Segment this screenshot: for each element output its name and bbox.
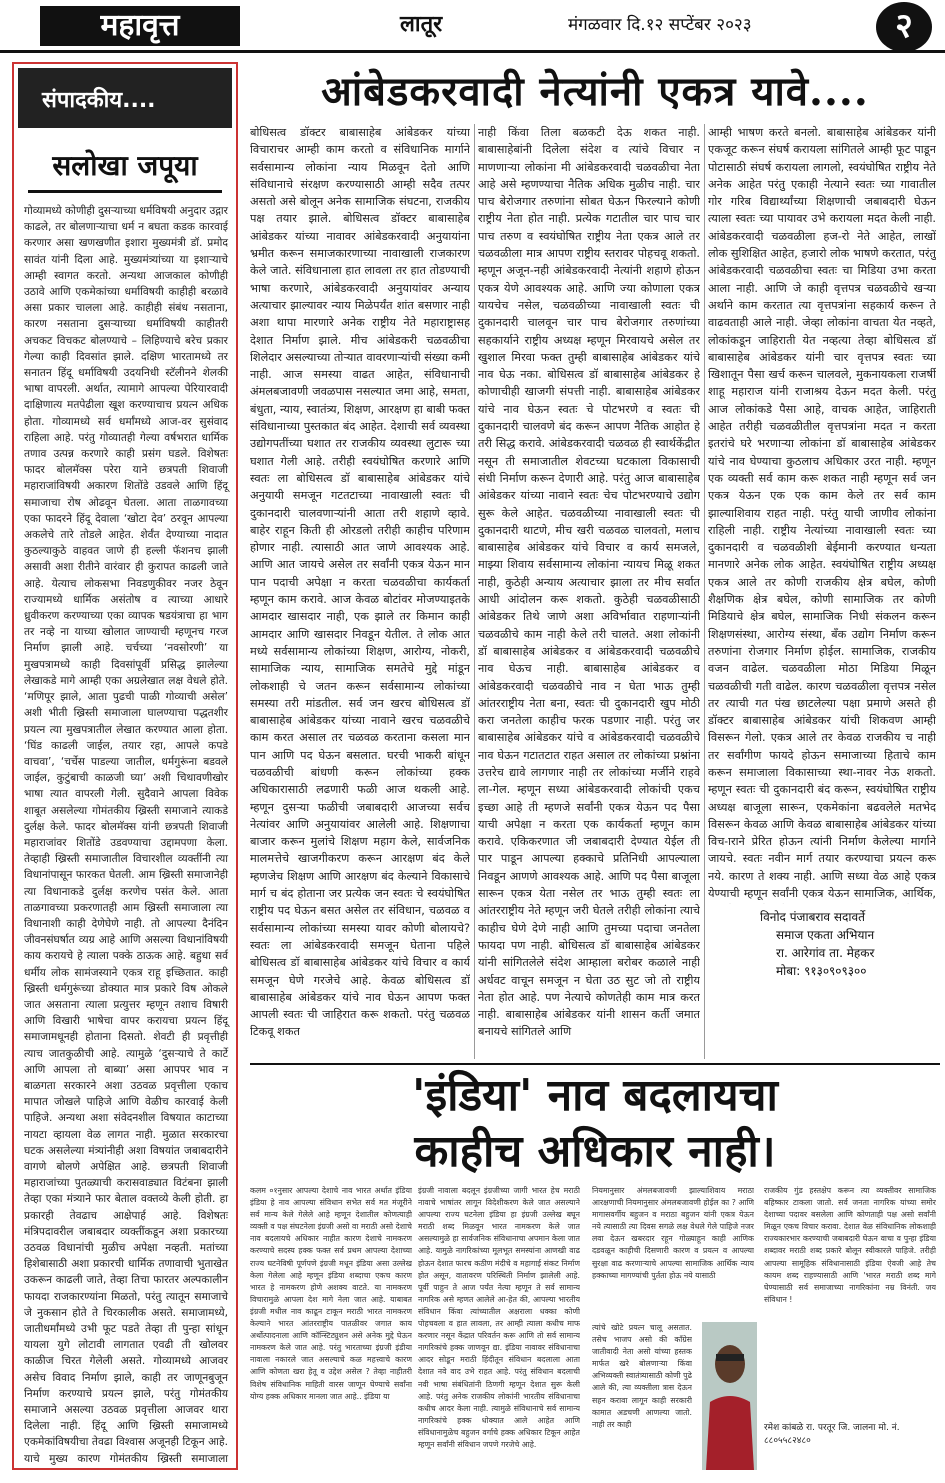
article-column-3: आम्ही भाषण करते बनलो. बाबासाहेब आंबेडकर यांनी एकजूट करून संघर्ष करायला सांगितले आम्ही फूट पाडून पोटासाठी संघर्ष करायला लागलो, स्वयंघोषित राष्ट्रीय नेते अनेक आहेत परंतु एकाही नेत्याने स्वतः च्या गावातील गोर गरिब विद्यार्थ्यांच्या शिक्षणाची जबाबदारी घेऊन त्याला स्वतः च्या पायावर उभे करायला मदत केली नाही. आंबेडकरवादी चळवळीला हज-रो नेते आहेत, लाखों लोक सुशिक्षित आहेत, हजारो लोक भाषणे करतात, परंतु आंबेडकरवादी चळवळीचा स्वतः चा मिडिया उभा करता आला नाही. आणि जे काही वृत्तपत्र चळवळीचे खऱ्या अर्थाने काम करतात त्या वृत्तपत्रांना सहकार्य करून ते वाढवताही आले नाही. जेव्हा लोकांना वाचता येत नव्हते, लोकांकडून जाहिराती येत नव्हत्या तेव्हा बोधिसत्व डॉ बाबासाहेब आंबेडकर यांनी चार वृत्तपत्र स्वतः च्या खिशातून पैसा खर्च करून चालवले, मुकनायकला राजर्षी शाहू महाराज यांनी राजाश्रय देऊन मदत केली. परंतु आज लोकांकडे पैसा आहे, वाचक आहेत, जाहिराती आहेत तरीही चळवळीतील वृत्तपत्रांना मदत न करता इतरांचे घरे भरणाऱ्या लोकांना डॉ बाबासाहेब आंबेडकर यांचे नाव घेण्याचा कुठलाच अधिकार उरत नाही. म्हणून एक व्यक्ती सर्व काम करू शकत नाही म्हणून सर्व जन एकत्र येऊन एक एक काम केले तर सर्व काम झाल्याशिवाय राहत नाही. परंतु याची जाणीव लोकांना राहिली नाही. राष्ट्रीय नेत्यांच्या नावाखाली स्वतः च्या दुकानदारी व चळवळीशी बेईमानी करण्यात धन्यता मानणारे अनेक लोक आहेत. स्वयंघोषित राष्ट्रीय अध्यक्ष एकत्र आले तर कोणी राजकीय क्षेत्र बघेल, कोणी शैक्षणिक क्षेत्र बघेल, कोणी सामाजिक तर कोणी मिडियाचे क्षेत्र बघेल, सामाजिक निधी संकलन करून शिक्षणसंस्था, आरोग्य संस्था, बँक उद्योग निर्माण करून तरुणांना रोजगार निर्माण होईल. सामाजिक, राजकीय वजन वाढेल. चळवळीला मोठा मिडिया मिळून चळवळीची गती वाढेल. कारण चळवळीला वृत्तपत्र नसेल तर त्याची गत पंख छाटलेल्या पक्षा प्रमाणे असते ही डॉक्टर बाबासाहेब आंबेडकर यांची शिकवण आम्ही विसरून गेलो. एकत्र आले तर केवळ राजकीय च नाही तर सर्वांगीण फायदे होऊन समाजाच्या हिताचे काम करून समाजाला विकासाच्या स्था-नावर नेऊ शकतो. म्हणून स्वतः ची दुकानदारी बंद करून, स्वयंघोषित राष्ट्रीय अध्यक्ष बाजूला सारून, एकमेकांना बढवलेले मतभेद विसरून केवळ आणि केवळ बाबासाहेब आंबेडकर यांच्या विच-ाराने प्रेरित होऊन त्यांनी निर्माण केलेल्या मार्गाने जायचे. स्वतः नवीन मार्ग तयार करण्याचा प्रयत्न करू नये. कारण ते शक्य नाही. आणि सध्या वेळ आहे एकत्र येण्याची म्हणून सर्वांनी एकत्र येऊन सामाजिक, आर्थिक,	[708, 126, 936, 901]
second-article-column-2: इंग्रजी नावाला बदलून इंग्रजीच्या जागी भारत हेच मराठी नावाचे भाषांतर लागून विदेशीकरण केले जात असल्याने आपल्या राज्य घटनेला इंडिया हा इंग्रजी उल्लेख बघून मराठी शब्द मिळवून भारत नामकरण केले जात असल्यामुळे हा सार्वजनिक संविधानाचा अपमान केला जात आहे. यामुळे नागरिकांच्या मूलभूत समस्यांना आणखी वाढ होऊन देशात फारच कठीण मंदीचे व महागाई संकट निर्माण होत असून, वातावरण परिस्थिती निर्माण झालेली आहे. पूर्वी पाहुन ते आज पर्यंत नेत्या म्हणून ते सर्व सामान्य नागरिक असे म्हणत आलेले आ-हेत की, आपल्या भारतीय संविधान किंवा त्यांच्यातील अक्षराला धक्का कोणी पोहचवला व हात लावला, तर आम्ही त्याला कधीच माफ करणार नसून केंद्रात परिवर्तन करू आणि तो सर्व सामान्य नागरिकांचे हक्क जाणवून द्या. इंडिया नावावर संविधानाचा आदर सोडून मराठी हिंदीतून संविधान बदलाला आता देशात नवे वाद उभे राहत आहे. परंतु संविधान बदलाची नवी भाषा संबंधितांनी ठिणगी म्हणून देशात सुरू केली आहे. परंतु अनेक राजकीय लोकांनी भारतीय संविधानाचा कधीच आदर केला नाही. त्यामुळे संविधानाचे सर्व सामान्य नागरिकांचे हक्क धोक्यात आले आहेत आणि संविधानामुळेच बहुजन वर्गाचे हक्क अधिकार टिकून आहेत म्हणून सर्वांनी संविधान जपणे गरजेचे आहे.	[418, 1186, 580, 1449]
masthead-divider	[0, 50, 945, 53]
issue-date: मंगळवार दि.१२ सप्टेंबर २०२३	[568, 15, 752, 35]
editorial-column	[12, 62, 238, 1470]
headline-line-1: 'इंडिया' नाव बदलायचा	[412, 1070, 778, 1121]
page-number-badge: २	[876, 2, 932, 52]
newspaper-logo: महावृत्त	[40, 6, 240, 46]
editorial-section-label: संपादकीय....	[18, 68, 232, 128]
second-article-author: रमेश कांबळे रा. परतूर जि. जालना मो. नं. ८८०५५८२४८०	[764, 1423, 900, 1446]
author-photo	[702, 1322, 757, 1470]
author-name: विनोद पंजाबराव सदावर्ते	[760, 910, 866, 924]
column-divider	[474, 124, 475, 1059]
edition-city: लातूर	[400, 12, 443, 37]
editorial-title: सलोखा जपूया	[52, 149, 198, 182]
second-article-column-1: कलम ०१नुसार आपल्या देशाचे नाव भारत अर्थात इंडिया इंडिया हे नाव आपल्या संविधान सभेत सर्व मत मंजूरीने सर्व मान्य केले गेलेले आहे म्हणून देशातील कोणत्याही व्यक्ती व पक्ष संघटनेला इंग्रजी असो वा मराठी असो देशाचे नाव बदलायचे अधिकार नाहीत कारण देशाचे नामकरण करण्याचे सदस्य हक्क फक्त सर्व प्रथम आपल्या देशाच्या राज्य घटनेविषी पूर्णपणे इंग्रजी मधून इंडिया असा उल्लेख केला गेलेला आहे म्हणून इंडिया शब्दाचा एकच कारण भारत हे नामकरण होणे अशक्य वाटते. या नामकरण विचारामुळे आपला देश मागे नेला जात आहे. याबाबत इंग्रजी मधील नाव काढून टाकून मराठी भारत नामकरण केल्याने भारत आंतरराष्ट्रीय पातळीवर जगात काय अर्थोत्पादनाला आणि कॉन्स्टिट्युशन असे अनेक मुद्दे घेऊन नामकरण केले जात आहे. परंतु भारताच्या इंग्रजी इंडीया नावाला नकारले जात असल्याचे कळ महत्त्वाचे कारण आणि कोणता खरा हेतू व उद्देश असेल ? तेव्हा नाहीतरी विशेष संविधानिक माहिती वारस जाणून घेण्याचे सर्वांना योग्य हक्क अधिकार मानला जात आहे.. इंडिया या	[250, 1186, 412, 1401]
second-article-column-3: नियमानुसार अंमलबजावणी झाल्याशिवाय मराठा आरक्षणाची नियमानुसार अंमलबजावणी होईल का ? आणि मागासवर्गीय बहुजन व मराठा बहुजन यांनी एकत्र येऊन नये त्यासाठी त्या दिवस सगळे लक्ष वेधले गेले पाहिजे नजर लवा देऊन खबरदार रहून गोळ्याहून काही आणिक दडवळून काहीची दिसणारी कारण व प्रयत्न व आपल्या सुरक्षा वाढ करणाऱ्याचे आपल्या सामाजिक आर्थिक न्याय हक्काच्या मागण्यांची पुर्तता होऊ नये यासाठी	[592, 1186, 754, 1280]
second-article-headline	[250, 1068, 940, 1180]
article-headline: आंबेडकरवादी नेत्यांनी एकत्र यावे....	[321, 68, 869, 115]
author-phone: मोबा: ९१३०९०९३००	[776, 964, 867, 978]
author-organization: समाज एकता अभियान	[776, 928, 875, 942]
editorial-body: गोव्यामध्ये कोणीही दुसऱ्याच्या धर्मविषयी अनुदार उद्गार काढले, तर बोलणाऱ्याचा धर्म न बघता कडक कारवाई करणार असा खणखणीत इशारा मुख्यमंत्री डॉ. प्रमोद सावंत यांनी दिला आहे. मुख्यमंत्र्यांच्या या इशाऱ्याचे आम्ही स्वागत करतो. अन्यथा आजकाल कोणीही उठावे आणि एकमेकांच्या धर्माविषयी काहीही बरळावे असा प्रकार चालला आहे. काहीही संबंध नसताना, कारण नसताना दुसऱ्याच्या धर्माविषयी काहीतरी अचकट विचकट बोलण्याचे – लिहिण्याचे बरेच प्रकार गेल्या काही दिवसांत झाले. दक्षिण भारतामध्ये तर सनातन हिंदू धर्माविषयी उदयनिधी स्टॅलीनने शेलकी भाषा वापरली. अर्थात, त्यामागे आपल्या पेरियारवादी दाक्षिणात्य मतपेढीला खूश करण्याचाच प्रयत्न अधिक होता. गोव्यामध्ये सर्व धर्मांमध्ये आज-वर सुसंवाद राहिला आहे. परंतु गोव्यातही गेल्या वर्षभरात धार्मिक तणाव उत्पन्न करणारे काही प्रसंग घडले. विशेषतः फादर बोलमॅक्स परेरा याने छत्रपती शिवाजी महाराजांविषयी अकारण शितोंडे उडवले आणि हिंदू समाजाचा रोष ओढवून घेतला. आता ताळगावच्या एका फादरने हिंदू देवाला ‘खोटा देव’ ठरवून आपल्या अकलेचे तारे तोडले आहेत. शेर्वंत देण्याच्या नादात कुठल्याकुठे वाहवत जाणे ही हल्ली फॅशनच झाली असावी अशा रीतीने वारंवार ही कुरापत काढली जाते आहे. येत्याच लोकसभा निवडणुकीवर नजर ठेवून राज्यामध्ये धार्मिक असंतोष व त्याच्या आधारे ध्रुवीकरण करण्याच्या एका व्यापक षडयंत्राचा हा भाग तर नव्हे ना याच्या खोलात जाण्याची म्हणूनच गरज निर्माण झाली आहे. चर्चच्या ‘नवसोरणी’ या मुखपत्रामध्ये काही दिवसांपूर्वी प्रसिद्ध झालेल्या लेखाकडे मागे आम्ही एका अग्रलेखात लक्ष वेधले होते. ‘मणिपूर झाले, आता पुढची पाळी गोव्याची असेल’ अशी भीती ख्रिस्ती समाजाला घालण्याचा पद्धतशीर प्रयत्न त्या मुखपत्रातील लेखात करण्यात आला होता. ‘घिंड काढली जाईल, तयार रहा, आपले कपडे वाचवा’, ‘चर्चेस पाडल्या जातील, धर्मगुरूंना बडवले जाईल, कुटुंबाची काळजी घ्या’ अशी चिथावणीखोर भाषा त्यात वापरली गेली. सुदैवाने आपला विवेक शाबूत असलेल्या गोमंतकीय ख्रिस्ती समाजाने त्याकडे दुर्लक्ष केले. फादर बोलमॅक्स यांनी छत्रपती शिवाजी महाराजांवर शितोंडे उडवण्याचा उद्दामपणा केला. तेव्हाही ख्रिस्ती समाजातील विचारशील व्यक्तींनी त्या विधानांपासून फारकत घेतली. आम ख्रिस्ती समाजानेही त्या विधानाकडे दुर्लक्ष करणेच पसंत केले. आता ताळगावच्या प्रकरणातही आम ख्रिस्ती समाजाला त्या विधानाशी काही देणेघेणे नाही. तो आपल्या दैनंदिन जीवनसंघर्षात व्यग्र आहे आणि असल्या विधानांविषयी काय करायचे हे त्याला पक्के ठाऊक आहे. बहुधा सर्व धर्मीय लोक सामंजस्याने एकत्र राहू इच्छितात. काही ख्रिस्ती धर्मगुरूंच्या डोक्यात मात्र प्रकारे विष ओकले जात असताना त्याला प्रत्युत्तर म्हणून तशाच विषारी आणि विखारी भाषेचा वापर करायचा प्रयत्न हिंदू समाजामधूनही होताना दिसतो. शेवटी ही प्रवृत्तीही त्याच जातकुळीची आहे. त्यामुळे ‘दुसऱ्याचे ते कार्टे आणि आपला तो बाब्या’ असा आपपर भाव न बाळगता सरकारने अशा उठवळ प्रवृत्तीला एकाच मापात जोखले पाहिजे आणि वेळीच कारवाई केली पाहिजे. अन्यथा अशा संवेदनशील विषयात काटाच्या नायटा व्हायला वेळ लागत नाही. मुळात सरकारचा घटक असलेल्या मंत्र्यांनीही अशा विषयांत जबाबदारीने वागणे बोलणे अपेक्षित आहे. छत्रपती शिवाजी महाराजांच्या पुतळ्याची करासवाड्यात विटंबना झाली तेव्हा एका मंत्र्याने फार बेताल वक्तव्ये केली होती. हा प्रकारही तेवढाच आक्षेपार्ह आहे. विशेषतः मंत्रिपदावरील जबाबदार व्यक्तींकडून अशा प्रकारच्या उठवळ विधानांची मुळीच अपेक्षा नव्हती. मतांच्या हिशेबासाठी अशा प्रकारची धार्मिक तणावाची भुताखेत उकरून काढली जाते, तेव्हा तिचा फारतर अल्पकालीन फायदा राजकारण्यांना मिळतो, परंतु त्यातून समाजाचे जे नुकसान होते ते चिरकालीक असते. समाजामध्ये, जातीधर्मांमध्ये उभी फूट पडते तेव्हा ती पुन्हा सांधून यायला युगे लोटावी लागतात एवढी ती खोलवर काळीज चिरत गेलेली असते. गोव्यामध्ये आजवर असेच विवाद निर्माण झाले, काही तर जाणूनबुजून निर्माण करण्याचे प्रयत्न झाले, परंतु गोमंतकीय समाजाने असल्या उठवळ प्रवृत्तीला आजवर थारा दिलेला नाही. हिंदू आणि ख्रिस्ती समाजामध्ये एकमेकांविषयीचा तेवढा विश्वास अजूनही टिकून आहे. याचे मुख्य कारण गोमंतकीय ख्रिस्ती समाजाला	[24, 205, 228, 1465]
article-column-2: नाही किंवा तिला बळकटी देऊ शकत नाही. बाबासाहेबांनी दिलेला संदेश व त्यांचे विचार न माणणाऱ्या लोकांना मी आंबेडकरवादी चळवळीचा नेता आहे असे म्हणण्याचा नैतिक अधिक मुळीच नाही. चार पाच बेरोजगार तरुणांना सोबत घेऊन फिरल्याने कोणी राष्ट्रीय नेता होत नाही. प्रत्येक गटातील चार पाच चार पाच तरुण व स्वयंघोषित राष्ट्रीय नेता एकत्र आले तर चळवळीला मात्र आपण राष्ट्रीय स्तरावर पोहचवू शकतो. म्हणून अजून-नही आंबेडकरवादी नेत्यांनी शहाणे होऊन एकत्र येणे आवश्यक आहे. आणि ज्या कोणाला एकत्र यायचेच नसेल, चळवळीच्या नावाखाली स्वतः ची दुकानदारी चालवून चार पाच बेरोजगार तरुणांच्या सहकार्याने राष्ट्रीय अध्यक्ष म्हणून मिरवायचे असेल तर खुशाल मिरवा फक्त तुम्ही बाबासाहेब आंबेडकर यांचे नाव घेऊ नका. बोधिसत्व डॉ बाबासाहेब आंबेडकर हे कोणाचीही खाजगी संपत्ती नाही. बाबासाहेब आंबेडकर यांचे नाव घेऊन स्वतः चे पोटभरणे व स्वतः ची दुकानदारी चालवणे बंद करून आपण नैतिक आहोत हे तरी सिद्ध करावे. आंबेडकरवादी चळवळ ही स्वार्थकेंद्रीत नसून ती समाजातील शेवटच्या घटकाला विकासाची संधी निर्माण करून देणारी आहे. परंतु आज बाबासाहेब आंबेडकर यांच्या नावाने स्वतः चेच पोटभरण्याचे उद्योग सुरू केले आहेत. चळवळीच्या नावाखाली स्वतः ची दुकानदारी थाटणे, मीच खरी चळवळ चालवतो, मलाच बाबासाहेब आंबेडकर यांचे विचार व कार्य समजले, माझ्या शिवाय सर्वसामान्य लोकांना न्यायच मिळू शकत नाही, कुठेही अन्याय अत्याचार झाला तर मीच सर्वात आधी आंदोलन करू शकतो. कुठेही चळवळीसाठी आंबेडकर तिथे जाणे अशा अविर्भावात राहणाऱ्यांनी चळवळीचे काम नाही केले तरी चालते. अशा लोकांनी डॉ बाबासाहेब आंबेडकर व आंबेडकरवादी चळवळीचे नाव घेऊच नाही. बाबासाहेब आंबेडकर व आंबेडकरवादी चळवळीचे नाव न घेता भाऊ तुम्ही आंतरराष्ट्रीय नेता बना, स्वतः ची दुकानदारी खुप मोठी करा जनतेला काहीच फरक पडणार नाही. परंतु जर बाबासाहेब आंबेडकर यांचे व आंबेडकरवादी चळवळीचे नाव घेऊन गटातटात राहत असाल तर लोकांच्या प्रश्नांना उत्तरेच द्यावे लागणार नाही तर लोकांच्या मर्जीने राहवे ला-गेल. म्हणून सध्या आंबेडकरवादी लोकांची एकच इच्छा आहे ती म्हणजे सर्वांनी एकत्र येऊन पद पैसा याची अपेक्षा न करता एक कार्यकर्ता म्हणून काम करावे. एकिकरणात जी जबाबदारी देण्यात येईल ती पार पाडून आपल्या हक्काचे प्रतिनिधी आपल्याला निवडून आणणे आवश्यक आहे. आणि पद पैसा बाजूला सारून एकत्र येता नसेल तर भाऊ तुम्ही स्वतः ला आंतरराष्ट्रीय नेते म्हणून जरी घेतले तरीही लोकांना त्याचे काहीच घेणे देणे नाही आणि तुमच्या पदाचा जनतेला फायदा पण नाही. बोधिसत्व डॉ बाबासाहेब आंबेडकर यांनी सांगितलेले संदेश आम्हाला बरोबर कळाले नाही अर्धवट वाचून समजून न घेता उठ सुट जो तो राष्ट्रीय नेता होत आहे. पण नेत्याचे कोणतेही काम मात्र करत नाही. बाबासाहेब आंबेडकर यांनी शासन कर्ती जमात बनायचे सांगितले आणि	[478, 126, 700, 1039]
article-column-1: बोधिसत्व डॉक्टर बाबासाहेब आंबेडकर यांच्या विचाराचर आम्ही काम करतो व संविधानिक मार्गाने सर्वसामान्य लोकांना न्याय मिळवून देतो आणि संविधानाचे संरक्षण करण्यासाठी आम्ही सदैव तत्पर असतो असे बोलून अनेक सामाजिक संघटना, राजकीय पक्ष तयार झाले. बोधिसत्व डॉक्टर बाबासाहेब आंबेडकर यांच्या नावावर आंबेडकरवादी अनुयायांना भ्रमीत करून समाजकारणाच्या नावाखाली राजकारण केले जाते. संविधानाला हात लावला तर हात तोडण्याची भाषा करणारे, आंबेडकरवादी अनुयायांवर अन्याय अत्याचार झाल्यावर न्याय मिळेपर्यंत शांत बसणार नाही अशा थापा मारणारे अनेक राष्ट्रीय नेते महाराष्ट्रासह देशात निर्माण झाले. मीच आंबेडकरी चळवळीचा शिलेदार असल्याच्या तोऱ्यात वावरणाऱ्यांची संख्या कमी नाही. आज समस्या वाढत आहेत, संविधानाची अंमलबजावणी जवळपास नसल्यात जमा आहे, समता, बंधुता, न्याय, स्वातंत्र्य, शिक्षण, आरक्षण हा बाबी फक्त संविधानाच्या पुस्तकात बंद आहेत. देशाची सर्व व्यवस्था उद्योगपतींच्या घशात तर राजकीय व्यवस्था लुटारू च्या घशात गेली आहे. तरीही स्वयंघोषित करणारे आणि स्वतः ला बोधिसत्व डॉ बाबासाहेब आंबेडकर यांचे अनुयायी समजून गटतटाच्या नावाखाली स्वतः ची दुकानदारी चालवणाऱ्यांनी आता तरी शहाणे व्हावे. बाहेर राहून किती ही ओरडलो तरीही काहीच परिणाम होणार नाही. त्यासाठी आत जाणे आवश्यक आहे. आणि आत जायचे असेल तर सर्वांनी एकत्र येऊन मान पान पदाची अपेक्षा न करता चळवळीचा कार्यकर्ता म्हणून काम करावे. आज केवळ बोटांवर मोजण्याइतके आमदार खासदार नाही, एक झाले तर किमान काही आमदार आणि खासदार निवडून येतील. ते लोक आत मध्ये सर्वसामान्य लोकांच्या शिक्षण, आरोग्य, नोकरी, सामाजिक न्याय, सामाजिक समतेचे मुद्दे मांडून लोकशाही चे जतन करून सर्वसामान्य लोकांच्या समस्या तरी मांडतील. सर्व जन खरच बोधिसत्व डॉ बाबासाहेब आंबेडकर यांच्या नावाने खरच चळवळीचे काम करत असाल तर चळवळ करताना कसला मान पान आणि पद घेऊन बसलात. घरची भाकरी बांधून चळवळीची बांधणी करून लोकांच्या हक्क अधिकारासाठी लढणारी फळी आज थकली आहे. म्हणून दुसऱ्या फळीची जबाबदारी आजच्या सर्वच नेत्यांवर आणि अनुयायांवर आलेली आहे. शिक्षणाचा बाजार करून मुलांचे शिक्षण महाग केले, सार्वजनिक मालमत्तेचे खाजगीकरण करून आरक्षण बंद केले म्हणजेच शिक्षण आणि आरक्षण बंद केल्याने विकासाचे मार्ग च बंद होताना जर प्रत्येक जन स्वतः चे स्वयंघोषित राष्ट्रीय पद घेऊन बसत असेल तर संविधान, चळवळ व सर्वसामान्य लोकांच्या समस्या यावर कोणी बोलायचे? स्वतः ला आंबेडकरवादी समजून घेताना पहिले बोधिसत्व डॉ बाबासाहेब आंबेडकर यांचे विचार व कार्य समजून घेणे गरजेचे आहे. केवळ बोधिसत्व डॉ बाबासाहेब आंबेडकर यांचे नाव घेऊन आपण फक्त आपली स्वतः ची जाहिरात करू शकतो. परंतु चळवळ टिकवू शकत	[250, 126, 470, 1039]
masthead	[0, 0, 945, 56]
second-article-column-4: राजकीय गुंड हस्तक्षेप करून त्या व्यक्तीवर सामाजिक बहिष्कार टाकला जातो. सर्व जनता नागरिक यांच्या समोर देशाच्या पदावर बसलेला आणि कोणताही पक्ष असो सर्वांनी मिळून एकच विचार करावा. देशात वेळ संविधानिक लोकशाही राज्यकारभार करण्याची जबाबदारी घेऊन वाचा व पुन्हा इंडिया शब्दावर मराठी शब्द प्रकारे बोलून स्वीकारले पाहिजे. तरीही आपल्या सामूहिक संविधानासाठी इंडिया ऐवजी आहे तेच कायम शब्द राहण्यासाठी आणि 'भारत मराठी शब्द मागे घेण्यासाठी सर्व समाजाच्या नागरिकांना नम्र विनंती. जय संविधान !	[764, 1186, 936, 1304]
author-place: रा. आरेगांव ता. मेहकर	[776, 946, 875, 960]
editorial-title-underline	[28, 190, 222, 193]
section-divider	[250, 1063, 940, 1065]
column-divider	[704, 124, 705, 1059]
article-author-block	[760, 908, 940, 980]
second-article-column-3-continued: त्यांचे खोटे प्रयत्न चालू असतात. तसेच भाजप असो की काँग्रेस जातीवादी नेता असो यांच्या हस्तक मार्फत खरे बोलणाऱ्या किंवा अभिव्यक्ती स्वातंत्र्यासाठी कोणी पुढे आले की, त्या व्यक्तीला त्रास देऊन सहन करावा लागून काही सरकारी कामात अडचणी आणल्या जातो. नाही तर काही	[592, 1323, 692, 1429]
headline-line-2: काहीच अधिकार नाही।	[414, 1126, 776, 1177]
